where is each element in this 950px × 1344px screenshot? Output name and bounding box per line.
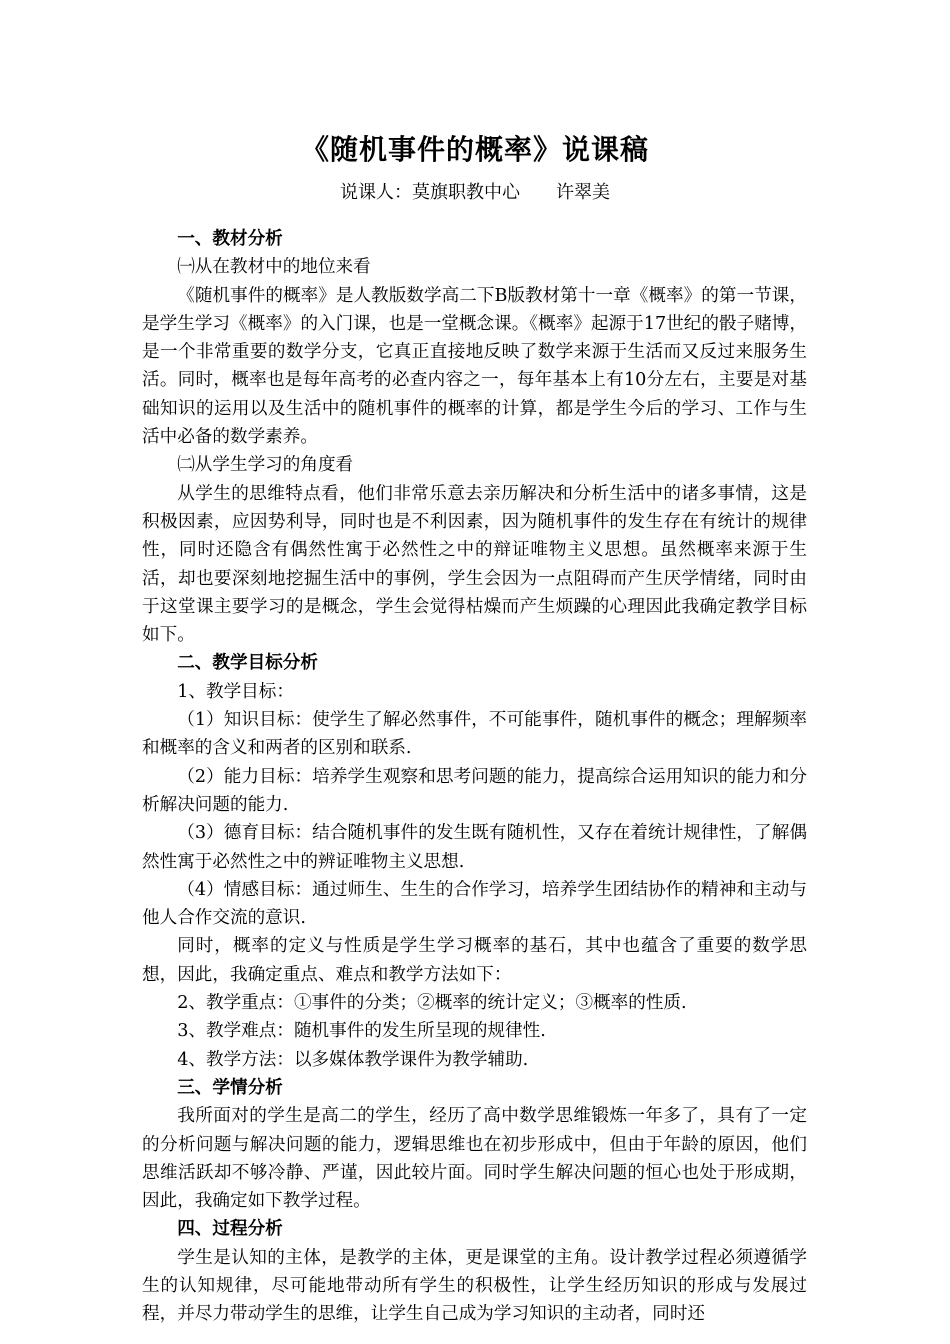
paragraph: ㈡从学生学习的角度看 — [177, 455, 354, 476]
paragraph: ㈠从在教材中的地位来看 — [177, 257, 371, 278]
section-heading: 四、过程分析 — [177, 1219, 283, 1240]
speaker-line — [0, 178, 950, 204]
paragraph: （1）知识目标：使学生了解必然事件，不可能事件，随机事件的概念；理解频率和概率的含义和两者的区别和联系. — [142, 710, 807, 759]
paragraph: 2、教学重点：①事件的分类；②概率的统计定义；③概率的性质. — [177, 993, 687, 1014]
document-title: 《随机事件的概率》说课稿 — [300, 133, 649, 166]
speaker-name: 许翠美 — [556, 182, 610, 203]
paragraph: 我所面对的学生是高二的学生，经历了高中数学思维锻炼一年多了，具有了一定的分析问题与解决问题的能力，逻辑思维也在初步形成中，但由于年龄的原因，他们思维活跃却不够冷静、严谨，因此较片面。同时学生解决问题的恒心也处于形成期，因此，我确定如下教学过程。 — [142, 1106, 807, 1212]
paragraph: 3、教学难点：随机事件的发生所呈现的规律性. — [177, 1021, 546, 1042]
paragraph: 4、教学方法：以多媒体教学课件为教学辅助. — [177, 1049, 529, 1070]
section-heading: 二、教学目标分析 — [177, 653, 318, 674]
paragraph: （4）情感目标：通过师生、生生的合作学习，培养学生团结协作的精神和主动与他人合作交流的意识. — [142, 879, 807, 929]
paragraph: （3）德育目标：结合随机事件的发生既有随机性，又存在着统计规律性，了解偶然性寓于必然性之中的辨证唯物主义思想. — [142, 823, 807, 872]
document-body — [142, 225, 807, 1329]
paragraph: 《随机事件的概率》是人教版数学高二下B版教材第十一章《概率》的第一节课，是学生学习《概率》的入门课，也是一堂概念课。《概率》起源于17世纪的骰子赌博，是一个非常重要的数学分支，它真正直接地反映了数学来源于生活而又反过来服务生活。同时，概率也是每年高考的必查内容之一，每年基本上有10分左右，主要是对基础知识的运用以及生活中的随机事件的概率的计算，都是学生今后的学习、工作与生活中必备的数学素养。 — [142, 285, 807, 448]
section-heading: 一、教材分析 — [177, 229, 283, 249]
section-heading: 三、学情分析 — [177, 1077, 283, 1098]
paragraph: （2）能力目标：培养学生观察和思考问题的能力，提高综合运用知识的能力和分析解决问题的能力. — [142, 766, 807, 815]
paragraph: 同时，概率的定义与性质是学生学习概率的基石，其中也蕴含了重要的数学思想，因此，我确定重点、难点和教学方法如下： — [142, 936, 807, 985]
paragraph: 1、教学目标： — [177, 681, 294, 702]
speaker-label: 说课人：莫旗职教中心 — [340, 182, 520, 203]
paragraph: 学生是认知的主体，是教学的主体，更是课堂的主角。设计教学过程必须遵循学生的认知规律，尽可能地带动所有学生的积极性，让学生经历知识的形成与发展过程，并尽力带动学生的思维，让学生自己成为学习知识的主动者，同时还 — [142, 1247, 807, 1325]
paragraph: 从学生的思维特点看，他们非常乐意去亲历解决和分析生活中的诸多事情，这是积极因素，应因势利导，同时也是不利因素，因为随机事件的发生存在有统计的规律性，同时还隐含有偶然性寓于必然性之中的辩证唯物主义思想。虽然概率来源于生活，却也要深刻地挖掘生活中的事例，学生会因为一点阻碍而产生厌学情绪，同时由于这堂课主要学习的是概念，学生会觉得枯燥而产生烦躁的心理因此我确定教学目标如下。 — [142, 483, 807, 646]
